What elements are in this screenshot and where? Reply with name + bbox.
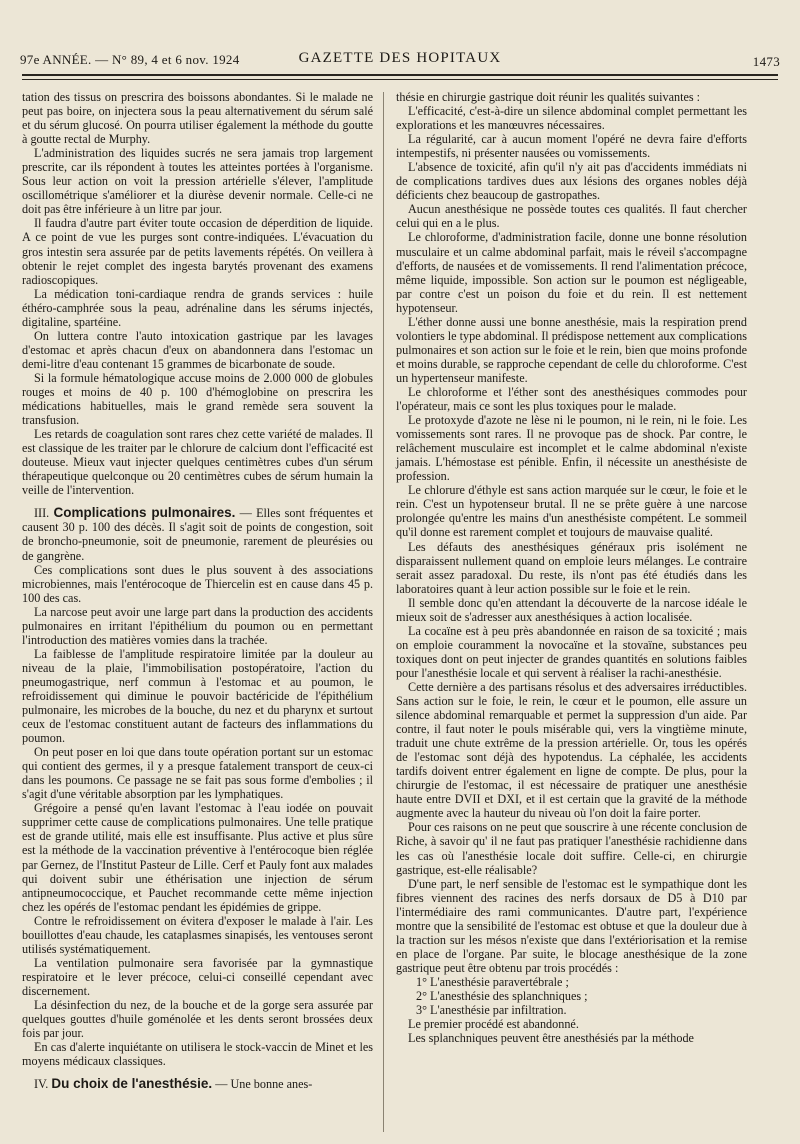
paragraph: Grégoire a pensé qu'en lavant l'estomac à l'eau iodée on pouvait supprimer cette cause de complications pulmonaires. Une telle pratique est de grande utilité, mais elle est insuffisante. Plus active et plus sûre est la méthode de la vaccination préventive à l'entérocoque bien réglée par Gernez, de l'Institut Pasteur de Lille. Cerf et Pauly font aux malades qui doivent subir une éthérisation une injection de sérum antipneumococcique, et Pauchet recommande cette même injection chez les opérés de l'estomac pendant les épidémies de grippe. <box>22 801 373 914</box>
section-title: Du choix de l'anesthésie. <box>51 1076 213 1092</box>
list-item: 1° L'anesthésie paravertébrale ; <box>416 974 569 989</box>
paragraph: En cas d'alerte inquiétante on utilisera le stock-vaccin de Minet et les moyens médicaux classiques. <box>22 1040 373 1069</box>
paragraph: L'absence de toxicité, afin qu'il n'y ait pas d'accidents immédiats ni de complications tardives dues aux lésions des organes nobles déjà déficients chez beaucoup de gastropathes. <box>396 160 747 203</box>
paragraph: La ventilation pulmonaire sera favorisée par la gymnastique respiratoire et le lever précoce, celui-ci conseillé cependant avec discernement. <box>22 955 373 998</box>
section-heading-3 <box>22 506 373 562</box>
paragraph: L'administration des liquides sucrés ne sera jamais trop largement prescrite, car ils répondent à toutes les atteintes portées à l'organisme. Sous leur action on voit la pression artérielle s'élever, l'amplitude oscillométrique s'améliorer et la diurèse devenir normale. Celle-ci ne doit pas être inférieure à un litre par jour. <box>22 146 373 217</box>
section-intro: — Elles sont fréquentes et causent 30 p. 100 des décès. Il s'agit soit de points de congestion, soit de broncho-pneumonie, soit de pneumonie, rarement de pleurésies ou de gangrène. <box>22 506 374 563</box>
right-column <box>396 90 747 1045</box>
list-item: 2° L'anesthésie des splanchniques ; <box>416 989 588 1003</box>
paragraph: La régularité, car à aucun moment l'opéré ne devra faire d'efforts intempestifs, ni présenter nausées ou vomissements. <box>396 132 747 161</box>
paragraph: Ces complications sont dues le plus souvent à des associations microbiennes, mais l'entérocoque de Thiercelin est en cause dans 45 p. 100 des cas. <box>22 562 373 605</box>
issue-info: 97e ANNÉE. — N° 89, 4 et 6 nov. 1924 <box>20 52 240 67</box>
section-number: III. <box>34 506 50 521</box>
section-title: Complications pulmonaires. <box>53 505 236 521</box>
paragraph: On luttera contre l'auto intoxication gastrique par les lavages d'estomac et après chacun d'eux on abandonnera dans l'estomac un demi-litre d'eau contenant 15 grammes de bicarbonate de soude. <box>22 328 373 371</box>
section-heading-4 <box>22 1077 373 1091</box>
paragraph: Contre le refroidissement on évitera d'exposer le malade à l'air. Les bouillottes d'eau chaude, les cataplasmes sinapisés, les ventouses seront utilisés systématiquement. <box>22 913 373 956</box>
paragraph: On peut poser en loi que dans toute opération portant sur un estomac qui contient des germes, il y a presque fatalement transport de ceux-ci dans les poumons. Ce passage ne se fait pas sous forme d'embolies ; il s'agit d'une véritable absorption par les lymphatiques. <box>22 745 373 802</box>
section-intro: — Une bonne anes- <box>215 1077 313 1092</box>
paragraph: Le chlorure d'éthyle est sans action marquée sur le cœur, le foie et le rein. C'est un hypotenseur brutal. Il ne se prête guère à une narcose prolongée qu'entre les mains d'un anesthésiste compétent. Le sommeil qu'il donne est rarement complet et toujours de mauvaise qualité. <box>396 483 747 540</box>
left-column <box>22 90 373 1091</box>
page-header <box>20 50 780 72</box>
paragraph: Il semble donc qu'en attendant la découverte de la narcose idéale le mieux soit de s'adresser aux anesthésiques à action localisée. <box>396 595 747 624</box>
paragraph: Les retards de coagulation sont rares chez cette variété de malades. Il est classique de les traiter par le chlorure de calcium dont l'efficacité est douteuse. Mieux vaut injecter quelques centimètres cubes d'un sérum thérapeutique quelconque ou 20 centimètres cubes de sérum humain la veille de l'intervention. <box>22 427 373 498</box>
paragraph: La narcose peut avoir une large part dans la production des accidents pulmonaires en irritant l'épithélium du poumon ou en permettant l'introduction des matières vomies dans la trachée. <box>22 604 373 647</box>
paragraph: L'éther donne aussi une bonne anesthésie, mais la respiration prend volontiers le type abdominal. Il prédispose nettement aux complications pulmonaires et son action sur le foie et le rein, bien que moins profonde et moins durable, se rapproche cependant de celle du chloroforme. C'est un hypertenseur manifeste. <box>396 314 747 385</box>
paragraph: La désinfection du nez, de la bouche et de la gorge sera assurée par quelques gouttes d'huile goménolée et les dents seront brossées deux fois par jour. <box>22 998 373 1041</box>
paragraph: L'efficacité, c'est-à-dire un silence abdominal complet permettant les explorations et les manœuvres nécessaires. <box>396 104 747 133</box>
paragraph: Le chloroforme, d'administration facile, donne une bonne résolution musculaire et un calme abdominal parfait, mais le réveil s'accompagne d'efforts, de nausées et de vomissements. Il rend l'alimentation précoce, même liquide, impossible. Son action sur le poumon est négligeable, par contre c'est un poison du foie et du rein. Il est nettement hypotenseur. <box>396 230 747 315</box>
section-number: IV. <box>34 1077 49 1092</box>
paragraph: Les défauts des anesthésiques généraux pris isolément ne disparaissent nullement quand on emploie leurs mélanges. Le contraire serait assez paradoxal. Du reste, ils n'ont pas été étudiés dans les laboratoires quant à leur action possible sur le foie et le rein. <box>396 539 747 596</box>
paragraph: La faiblesse de l'amplitude respiratoire limitée par la douleur au niveau de la plaie, l'immobilisation postopératoire, l'action du pneumogastrique, nerf commun à l'estomac et au poumon, le refroidissement qui diminue le pouvoir bactéricide de l'épithélium pulmonaire, les microbes de la bouche, du nez et du pharynx et surtout ceux de l'estomac constituent autant de facteurs des inflammations du poumon. <box>22 646 373 746</box>
paragraph: D'une part, le nerf sensible de l'estomac est le sympathique dont les fibres viennent des racines des nerfs dorsaux de D5 à D10 par l'intermédiaire des rami communicantes. D'autre part, l'expérience montre que la sensibilité de l'estomac est obtuse et que la douleur due à la traction sur les mésos n'existe que dans l'extériorisation et la remise en place de l'organe. Par suite, le blocage anesthésique de la zone gastrique peut être obtenu par trois procédés : <box>396 876 747 975</box>
paragraph: La médication toni-cardiaque rendra de grands services : huile éthéro-camphrée sous la peau, adrénaline dans les sérums injectés, digitaline, spartéine. <box>22 286 373 329</box>
header-rule <box>22 74 778 76</box>
paragraph: Aucun anesthésique ne possède toutes ces qualités. Il faut chercher celui qui en a le plus. <box>396 202 747 231</box>
journal-title: GAZETTE DES HOPITAUX <box>298 50 502 66</box>
paragraph: Le chloroforme et l'éther sont des anesthésiques commodes pour l'opérateur, mais ce sont les plus toxiques pour le malade. <box>396 384 747 414</box>
paragraph: tation des tissus on prescrira des boissons abondantes. Si le malade ne peut pas boire, on injectera sous la peau alternativement du sérum salé et du sérum glucosé. On pourra utiliser également la méthode du goutte à goutte rectal de Murphy. <box>22 90 373 147</box>
paragraph: Cette dernière a des partisans résolus et des adversaires irréductibles. Sans action sur le foie, le rein, le cœur et le poumon, elle assure un silence abdominal remarquable et permet la suppression d'un aide. Par contre, il faut noter le pouls misérable qui, vers la vingtième minute, traduit une chute extrême de la pression artérielle. Or, tous les opérés de l'estomac sont déjà des hypotendus. La céphalée, les accidents tardifs doivent entrer également en ligne de compte. De plus, pour la chirurgie de l'estomac, il est nécessaire de pratiquer une anesthésie haute entre DVII et DXI, et il est certain que la gravité de la méthode augmente avec la hauteur du niveau où l'on doit la faire porter. <box>396 679 747 821</box>
column-divider <box>383 92 384 1132</box>
paragraph: Il faudra d'autre part éviter toute occasion de déperdition de liquide. A ce point de vue les purges sont contre-indiquées. L'évacuation du gros intestin sera assurée par de petits lavements répétés. On veillera à obtenir le rejet complet des ingesta barytés provenant des examens radioscopiques. <box>22 216 373 287</box>
paragraph: Pour ces raisons on ne peut que souscrire à une récente conclusion de Riche, à savoir qu' il ne faut pas pratiquer l'anesthésie rachidienne dans les cas où l'anesthésie locale doit suffire. Celle-ci, en chirurgie gastrique, est-elle réalisable? <box>396 820 747 877</box>
paragraph: Les splanchniques peuvent être anesthésiés par la méthode <box>408 1031 694 1046</box>
paragraph: thésie en chirurgie gastrique doit réunir les qualités suivantes : <box>396 90 701 104</box>
paragraph: La cocaïne est à peu près abandonnée en raison de sa toxicité ; mais on emploie couramment la novocaïne et la stovaïne, substances peu toxiques dont on peut injecter de grandes quantités en solutions faibles pour l'anesthésie locale et qui servent à réaliser la rachi-anesthésie. <box>396 623 747 680</box>
paragraph: Le premier procédé est abandonné. <box>408 1017 579 1032</box>
list-item: 3° L'anesthésie par infiltration. <box>416 1003 567 1018</box>
paragraph: Si la formule hématologique accuse moins de 2.000 000 de globules rouges et moins de 40 p. 100 d'hémoglobine on prescrira les médications habituelles, mais le grand remède sera souvent la transfusion. <box>22 370 373 428</box>
paragraph: Le protoxyde d'azote ne lèse ni le poumon, ni le rein, ni le foie. Les vomissements sont rares. Il ne provoque pas de shock. Par contre, le relâchement musculaire est incomplet et le calme abdominal n'existe jamais. L'hémostase est pénible. Enfin, il nécessite un anesthésiste de profession. <box>396 413 747 484</box>
page-number: 1473 <box>752 54 780 69</box>
header-rule-thin <box>22 79 778 80</box>
